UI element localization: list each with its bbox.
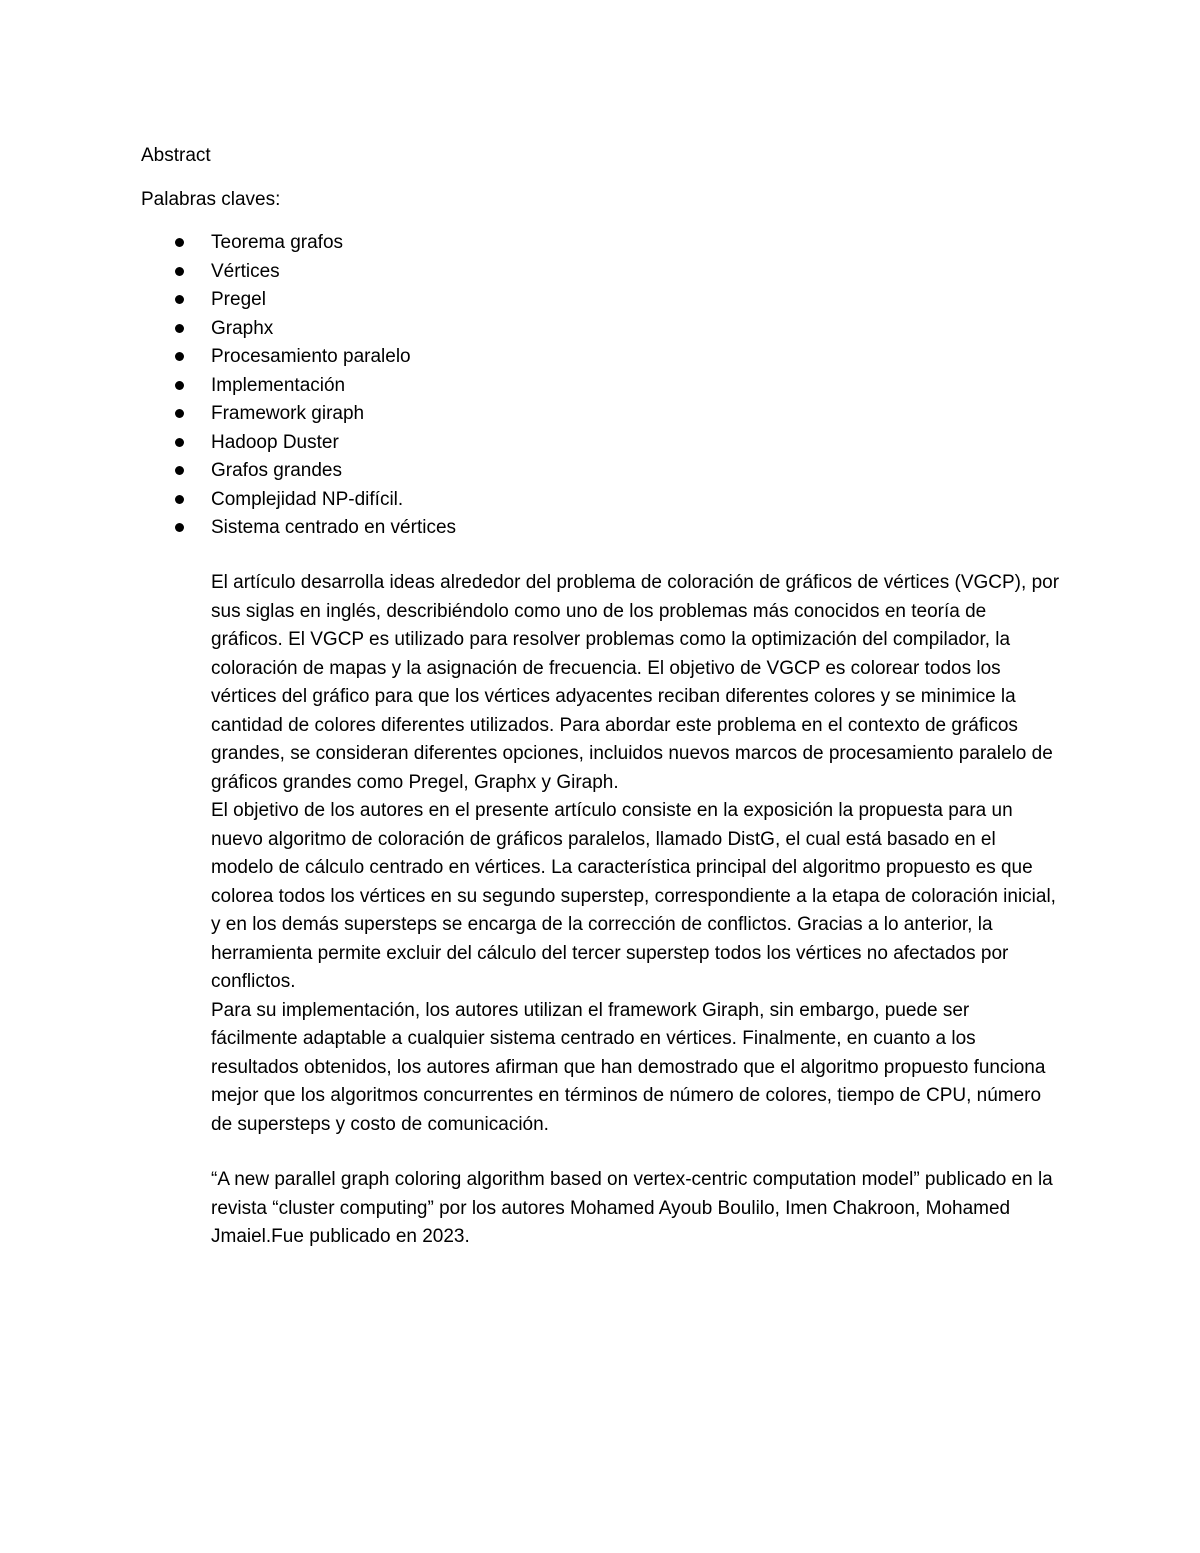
bullet-icon [175,267,184,276]
paragraph: Para su implementación, los autores utilizan el framework Giraph, sin embargo, puede ser fácilmente adaptable a cualquier sistema centrado en vértices. Finalmente, en cuanto a los resultados obtenidos, los autores afirman que han demostrado que el algoritmo propuesto funciona mejor que los algoritmos concurrentes en términos de número de colores, tiempo de CPU, número de supersteps y costo de comunicación. [211,999,1046,1135]
bullet-icon [175,324,184,333]
keyword-text: Procesamiento paralelo [211,346,411,367]
keyword-text: Sistema centrado en vértices [211,517,457,538]
body-text [211,569,1061,1139]
paragraph: El objetivo de los autores en el presente artículo consiste en la exposición la propuesta para un nuevo algoritmo de coloración de gráficos paralelos, llamado DistG, el cual está basado en el modelo de cálculo centrado en vértices. La característica principal del algoritmo propuesto es que colorea todos los vértices en su segundo superstep, correspondiente a la etapa de coloración inicial, y en los demás supersteps se encarga de la corrección de conflictos. Gracias a lo anterior, la herramienta permite excluir del cálculo del tercer superstep todos los vértices no afectados por conflictos. [211,800,1056,992]
keyword-text: Hadoop Duster [211,431,339,453]
bullet-icon [175,438,184,447]
abstract-heading: Abstract [141,145,211,166]
bullet-icon [175,495,184,504]
keyword-text: Implementación [211,374,346,396]
bullet-icon [175,409,184,418]
keywords-label: Palabras claves: [141,189,281,210]
keyword-text: Graphx [211,317,274,339]
keyword-text: Teorema grafos [211,232,344,253]
bullet-icon [175,238,184,247]
keyword-text: Pregel [211,289,266,310]
bullet-icon [175,381,184,390]
keyword-text: Complejidad NP-difícil. [211,488,404,510]
bullet-icon [175,466,184,475]
bullet-icon [175,352,184,361]
keyword-text: Vértices [211,260,280,282]
bullet-icon [175,523,184,532]
bullet-icon [175,295,184,304]
keyword-text: Framework giraph [211,403,365,424]
citation-paragraph: “A new parallel graph coloring algorithm based on vertex-centric computation model” publicado en la revista “cluster computing” por los autores Mohamed Ayoub Boulilo, Imen Chakroon, Mohamed Jmaiel.Fue publicado en 2023. [211,1169,1053,1247]
paragraph: El artículo desarrolla ideas alrededor del problema de coloración de gráficos de vértices (VGCP), por sus siglas en inglés, describiéndolo como uno de los problemas más conocidos en teoría de gráficos. El VGCP es utilizado para resolver problemas como la optimización del compilador, la coloración de mapas y la asignación de frecuencia. El objetivo de VGCP es colorear todos los vértices del gráfico para que los vértices adyacentes reciban diferentes colores y se minimice la cantidad de colores diferentes utilizados. Para abordar este problema en el contexto de gráficos grandes, se consideran diferentes opciones, incluidos nuevos marcos de procesamiento paralelo de gráficos grandes como Pregel, Graphx y Giraph. [211,572,1060,793]
keyword-text: Grafos grandes [211,460,342,481]
